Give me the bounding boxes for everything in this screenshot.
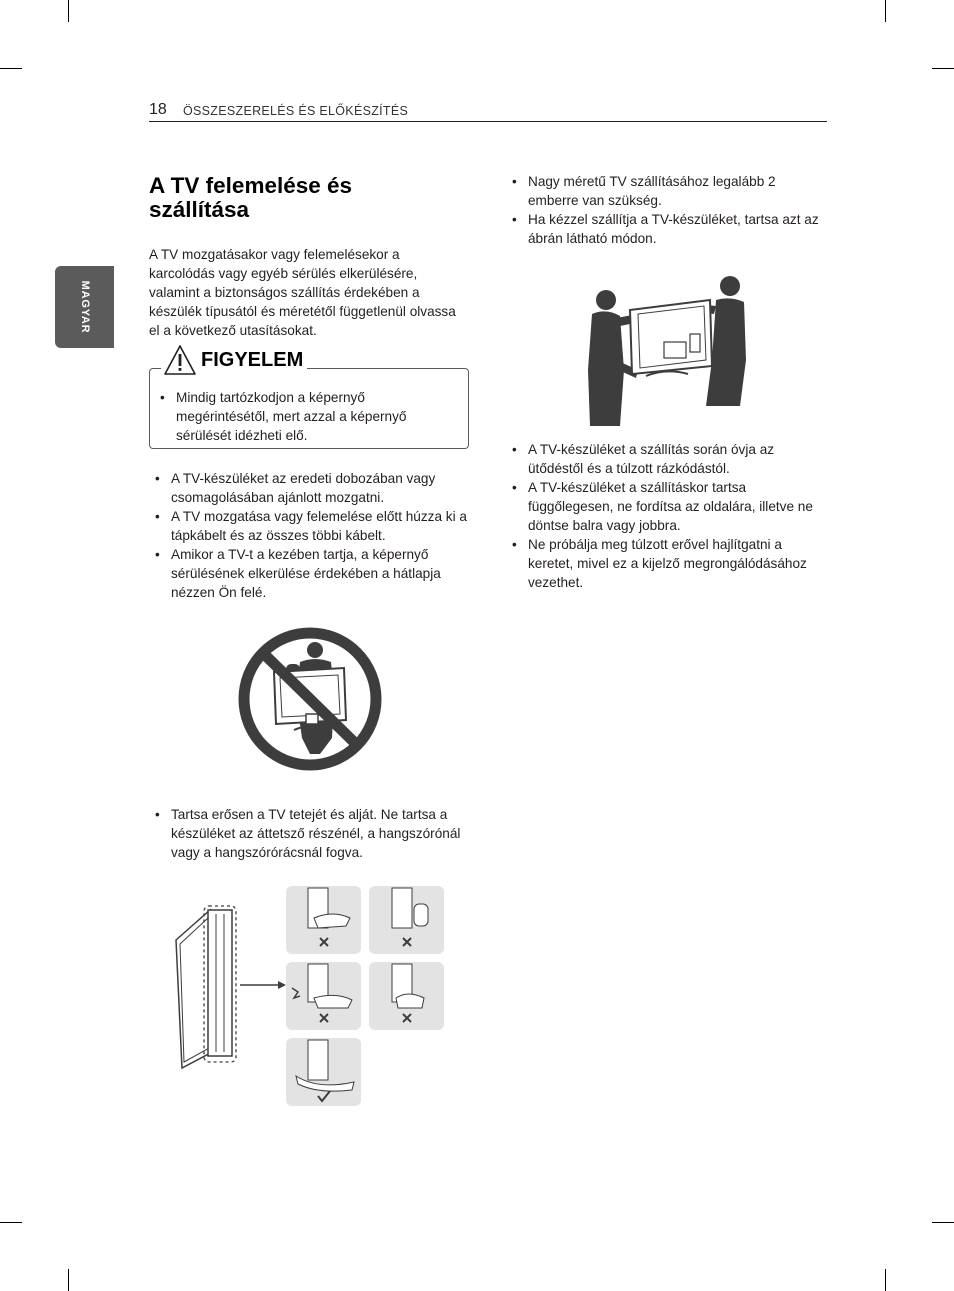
list-item: • Tartsa erősen a TV tetejét és alját. Ne tartsa a készüléket az áttetsző részénél, a hangszórónál vagy a hangszórórácsnál fogva. bbox=[151, 805, 473, 862]
crop-mark bbox=[0, 1222, 22, 1223]
warning-triangle-icon bbox=[163, 344, 197, 376]
list-item: • Ne próbálja meg túlzott erővel hajlítgatni a keretet, mivel ez a kijelző megrongálódásához vezethet. bbox=[508, 535, 830, 592]
two-person-carry-figure bbox=[586, 270, 748, 428]
grip-diagram bbox=[168, 880, 453, 1112]
list-item: • A TV-készüléket az eredeti dobozában vagy csomagolásában ajánlott mozgatni. bbox=[151, 469, 473, 507]
right-bullet-list bbox=[508, 172, 828, 248]
prohibited-single-carry-figure bbox=[236, 626, 384, 772]
intro-paragraph: A TV mozgatásakor vagy felemelésekor a karcolódás vagy egyéb sérülés elkerülésére, valamint a biztonságos szállítás érdekében a készülék típusától és méretétől függetlenül olvassa el a következő utasításokat. bbox=[149, 247, 456, 338]
header-rule bbox=[149, 121, 827, 122]
page-title: A TV felemelése és szállítása bbox=[149, 173, 353, 222]
list-item: • Nagy méretű TV szállításához legalább 2 emberre van szükség. bbox=[508, 172, 828, 210]
crop-mark bbox=[885, 1269, 886, 1291]
grip-panel-wrong bbox=[286, 886, 361, 954]
crop-mark bbox=[0, 68, 22, 69]
language-tab bbox=[55, 266, 114, 348]
crop-mark bbox=[932, 1222, 954, 1223]
crop-mark bbox=[932, 68, 954, 69]
caution-label: FIGYELEM bbox=[201, 348, 304, 371]
grip-panel-correct bbox=[286, 1038, 361, 1106]
crop-mark bbox=[885, 0, 886, 22]
list-item: • Ha kézzel szállítja a TV-készüléket, tartsa azt az ábrán látható módon. bbox=[508, 210, 828, 248]
list-item: • A TV mozgatása vagy felemelése előtt húzza ki a tápkábelt és az összes többi kábelt. bbox=[151, 507, 473, 545]
crop-mark bbox=[68, 1269, 69, 1291]
language-tab-label: MAGYAR bbox=[78, 280, 91, 334]
grip-panel-wrong bbox=[286, 962, 361, 1030]
right-bullet-list-2 bbox=[508, 440, 830, 592]
list-item: • A TV-készüléket a szállítás során óvja az ütődéstől és a túlzott rázkódástól. bbox=[508, 440, 830, 478]
left-bullet-list bbox=[151, 469, 473, 602]
page-number: 18 bbox=[149, 101, 167, 118]
caution-item: • Mindig tartózkodjon a képernyő megérintésétől, mert azzal a képernyő sérülését idézheti elő. bbox=[156, 388, 456, 445]
grip-panel-wrong bbox=[369, 962, 444, 1030]
grip-panel-wrong bbox=[369, 886, 444, 954]
left-bullet-list-2 bbox=[151, 805, 473, 862]
list-item: • Amikor a TV-t a kezében tartja, a képernyő sérülésének elkerülése érdekében a hátlapja nézzen Ön felé. bbox=[151, 545, 473, 602]
section-title: ÖSSZESZERELÉS ÉS ELŐKÉSZÍTÉS bbox=[183, 104, 409, 118]
caution-heading bbox=[161, 342, 307, 378]
caution-list bbox=[156, 388, 456, 445]
crop-mark bbox=[68, 0, 69, 22]
list-item: • A TV-készüléket a szállításkor tartsa függőlegesen, ne fordítsa az oldalára, illetve ne döntse balra vagy jobbra. bbox=[508, 478, 830, 535]
